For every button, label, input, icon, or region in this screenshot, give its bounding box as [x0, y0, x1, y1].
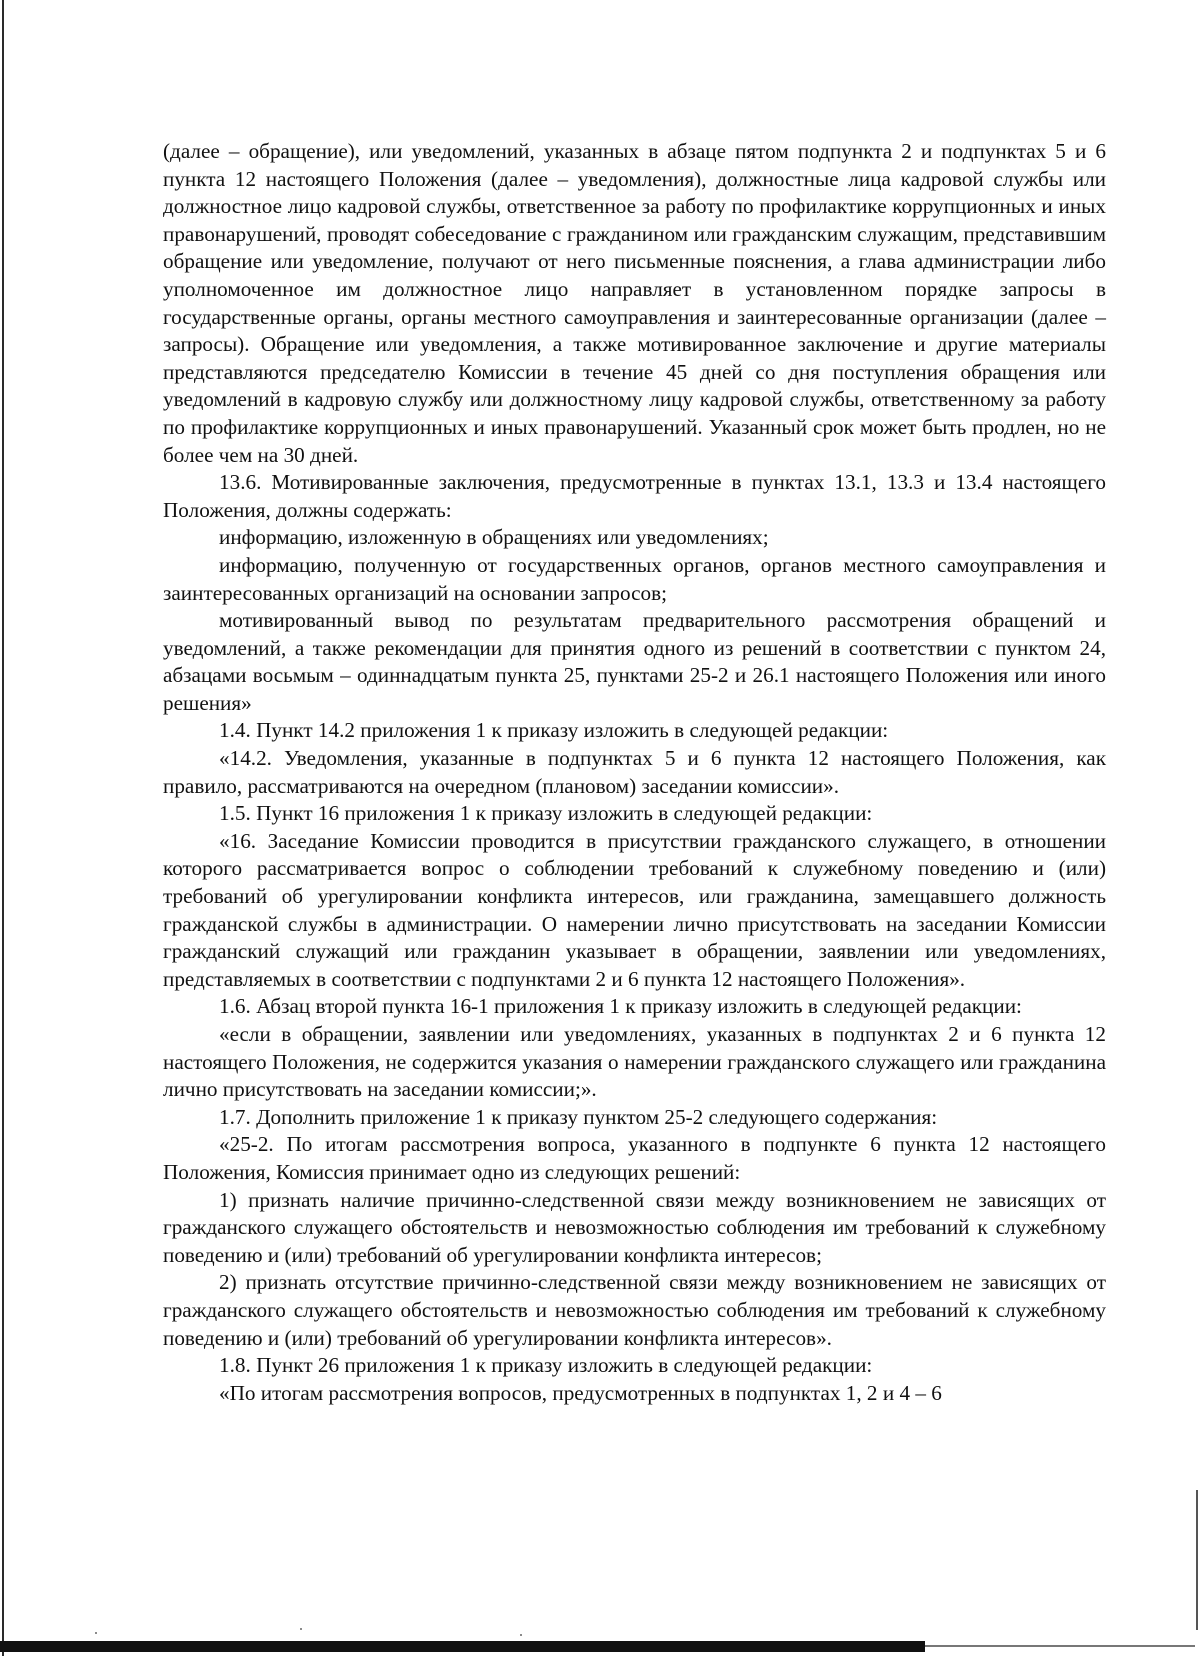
- scan-bottom-border-thin: [925, 1645, 1195, 1647]
- paragraph-continuation: (далее – обращение), или уведомлений, указанных в абзаце пятом подпункта 2 и подпунктах 5 и 6 пункта 12 настоящего Положения (далее – уведомления), должностные лица кадровой службы или должностное лицо кадровой службы, ответственное за работу по профилактике коррупционных и иных правонарушений, проводят собеседование с гражданином или гражданским служащим, представившим обращение или уведомление, получают от него письменные пояснения, а глава администрации либо уполномоченное им должностное лицо направляет в установленном порядке запросы в государственные органы, органы местного самоуправления и заинтересованные организации (далее – запросы). Обращение или уведомления, а также мотивированное заключение и другие материалы представляются председателю Комиссии в течение 45 дней со дня поступления обращения или уведомлений в кадровую службу или должностному лицу кадровой службы, ответственному за работу по профилактике коррупционных и иных правонарушений. Указанный срок может быть продлен, но не более чем на 30 дней.: [163, 139, 1106, 467]
- paragraph-list-item: мотивированный вывод по результатам предварительного рассмотрения обращений и уведомлений, а также рекомендации для принятия одного из решений в соответствии с пунктом 24, абзацами восьмым – одиннадцатым пункта 25, пунктами 25-2 и 26.1 настоящего Положения или иного решения»: [163, 608, 1106, 715]
- paragraph-26-quote: «По итогам рассмотрения вопросов, предусмотренных в подпунктах 1, 2 и 4 – 6: [219, 1380, 942, 1405]
- scan-speck: [95, 1632, 97, 1634]
- paragraph-16-1-quote: «если в обращении, заявлении или уведомлениях, указанных в подпунктах 2 и 6 пункта 12 настоящего Положения, не содержится указания о намерении гражданского служащего или гражданина лично присутствовать на заседании комиссии;».: [163, 1022, 1106, 1102]
- scan-edge-right: [1196, 1490, 1198, 1630]
- paragraph-decision-1: 1) признать наличие причинно-следственной связи между возникновением не зависящих от гражданского служащего обстоятельств и невозможностью соблюдения им требований к служебному поведению и (или) требований об урегулировании конфликта интересов;: [163, 1187, 1106, 1267]
- paragraph-decision-2: 2) признать отсутствие причинно-следственной связи между возникновением не зависящих от гражданского служащего обстоятельств и невозможностью соблюдения им требований к служебному поведению и (или) требований об урегулировании конфликта интересов».: [163, 1270, 1106, 1350]
- scan-edge-left: [2, 0, 4, 1656]
- paragraph-list-item: информацию, полученную от государственных органов, органов местного самоуправления и заинтересованных организаций на основании запросов;: [163, 552, 1106, 605]
- scan-speck: [300, 1628, 302, 1630]
- paragraph-1-4: 1.4. Пункт 14.2 приложения 1 к приказу изложить в следующей редакции:: [219, 718, 889, 743]
- paragraph-1-6: 1.6. Абзац второй пункта 16-1 приложения 1 к приказу изложить в следующей редакции:: [219, 994, 1022, 1019]
- paragraph-13-6: 13.6. Мотивированные заключения, предусмотренные в пунктах 13.1, 13.3 и 13.4 настоящего Положения, должны содержать:: [163, 470, 1106, 522]
- paragraph-list-item: информацию, изложенную в обращениях или уведомлениях;: [219, 525, 769, 550]
- paragraph-14-2-quote: «14.2. Уведомления, указанные в подпунктах 5 и 6 пункта 12 настоящего Положения, как правило, рассматриваются на очередном (плановом) заседании комиссии».: [163, 746, 1106, 798]
- paragraph-1-5: 1.5. Пункт 16 приложения 1 к приказу изложить в следующей редакции:: [219, 801, 873, 826]
- scan-speck: [520, 1634, 522, 1636]
- paragraph-16-quote: «16. Заседание Комиссии проводится в присутствии гражданского служащего, в отношении которого рассматривается вопрос о соблюдении требований к служебному поведению и (или) требований об урегулировании конфликта интересов, или гражданина, замещавшего должность гражданской службы в администрации. О намерении лично присутствовать на заседании Комиссии гражданский служащий или гражданин указывает в обращении, заявлении или уведомлениях, представляемых в соответствии с подпунктами 2 и 6 пункта 12 настоящего Положения».: [163, 828, 1106, 991]
- scan-bottom-border: [0, 1641, 925, 1652]
- document-body: [163, 138, 1106, 1407]
- paragraph-25-2-quote: «25-2. По итогам рассмотрения вопроса, указанного в подпункте 6 пункта 12 настоящего Положения, Комиссия принимает одно из следующих решений:: [163, 1132, 1106, 1184]
- paragraph-1-7: 1.7. Дополнить приложение 1 к приказу пунктом 25-2 следующего содержания:: [219, 1104, 938, 1129]
- paragraph-1-8: 1.8. Пункт 26 приложения 1 к приказу изложить в следующей редакции:: [219, 1353, 873, 1378]
